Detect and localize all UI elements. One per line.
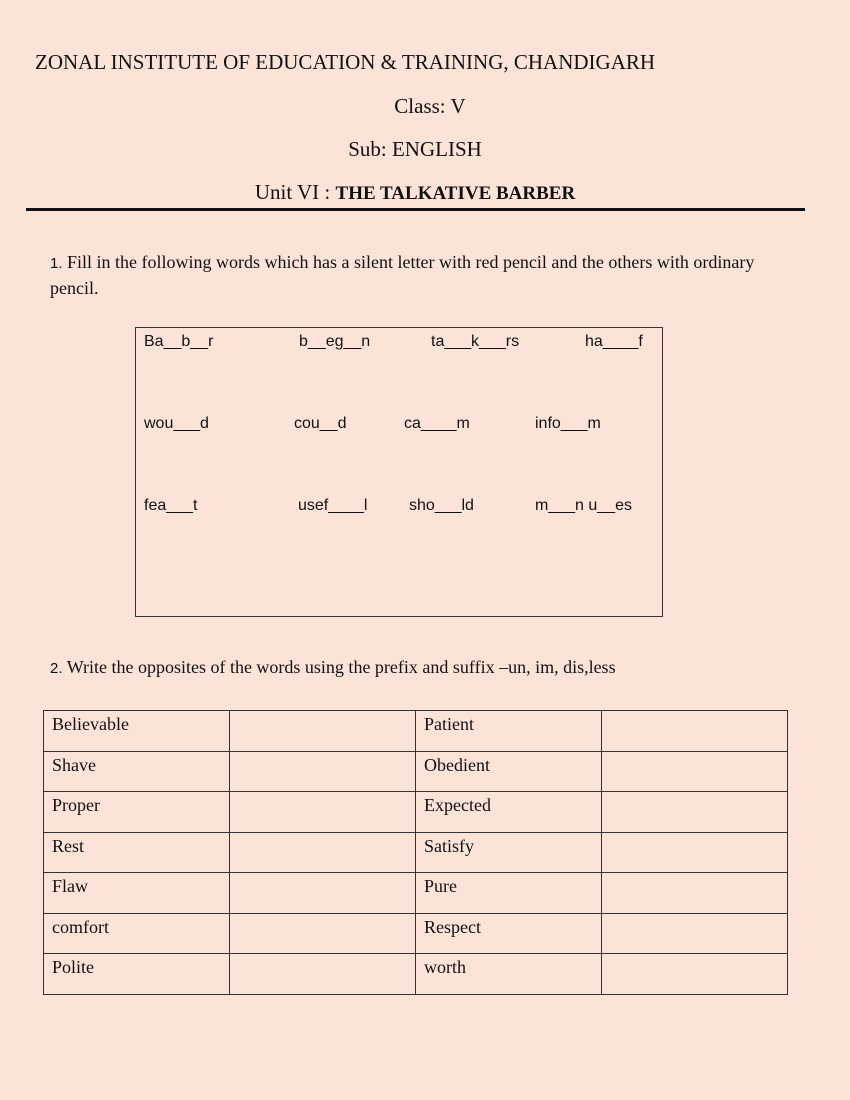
word: ta___k___rs [431, 333, 520, 350]
word-cell: Respect [416, 913, 602, 954]
question-text: Fill in the following words which has a silent letter with red pencil and the others with ordinary pencil. [50, 252, 755, 298]
word: info___m [535, 415, 601, 432]
answer-cell[interactable] [230, 873, 416, 914]
unit-title: THE TALKATIVE BARBER [335, 183, 576, 204]
opposites-table [43, 710, 788, 995]
answer-cell[interactable] [230, 792, 416, 833]
word-cell: Expected [416, 792, 602, 833]
word: cou__d [294, 415, 347, 432]
table-row [44, 751, 788, 792]
word: usef____l [298, 497, 368, 514]
question-2 [50, 657, 616, 678]
answer-cell[interactable] [602, 792, 788, 833]
word: sho___ld [409, 497, 474, 514]
answer-cell[interactable] [230, 751, 416, 792]
unit-heading [0, 180, 830, 205]
word: b__eg__n [299, 333, 371, 350]
answer-cell[interactable] [602, 832, 788, 873]
question-text: Write the opposites of the words using the prefix and suffix –un, im, dis,less [66, 657, 616, 677]
word-cell: Obedient [416, 751, 602, 792]
answer-cell[interactable] [230, 711, 416, 752]
word: wou___d [144, 415, 209, 432]
subject-label: Sub: ENGLISH [348, 137, 482, 161]
question-1 [50, 250, 770, 301]
question-number: 1. [50, 255, 63, 272]
word: Ba__b__r [144, 333, 214, 350]
word-cell: Flaw [44, 873, 230, 914]
question-number: 2. [50, 660, 63, 677]
unit-prefix: Unit VI : [254, 180, 336, 204]
word-cell: Shave [44, 751, 230, 792]
institute-title: ZONAL INSTITUTE OF EDUCATION & TRAINING, CHANDIGARH [35, 50, 656, 74]
word: ha____f [585, 333, 643, 350]
word-cell: comfort [44, 913, 230, 954]
word-cell: Satisfy [416, 832, 602, 873]
word: m___n u__es [535, 497, 632, 514]
class-label: Class: V [394, 94, 466, 118]
word-cell: Pure [416, 873, 602, 914]
table-row [44, 913, 788, 954]
answer-cell[interactable] [602, 954, 788, 995]
word-cell: Believable [44, 711, 230, 752]
word: ca____m [404, 415, 470, 432]
word-cell: Patient [416, 711, 602, 752]
answer-cell[interactable] [230, 832, 416, 873]
answer-cell[interactable] [602, 873, 788, 914]
word-cell: worth [416, 954, 602, 995]
answer-cell[interactable] [230, 913, 416, 954]
answer-cell[interactable] [602, 711, 788, 752]
table-row [44, 954, 788, 995]
table-row [44, 832, 788, 873]
table-row [44, 711, 788, 752]
word-cell: Polite [44, 954, 230, 995]
answer-cell[interactable] [230, 954, 416, 995]
answer-cell[interactable] [602, 913, 788, 954]
header-divider [26, 208, 805, 211]
word: fea___t [144, 497, 198, 514]
word-cell: Proper [44, 792, 230, 833]
answer-cell[interactable] [602, 751, 788, 792]
table-row [44, 792, 788, 833]
word-cell: Rest [44, 832, 230, 873]
table-row [44, 873, 788, 914]
word-box [135, 327, 663, 617]
